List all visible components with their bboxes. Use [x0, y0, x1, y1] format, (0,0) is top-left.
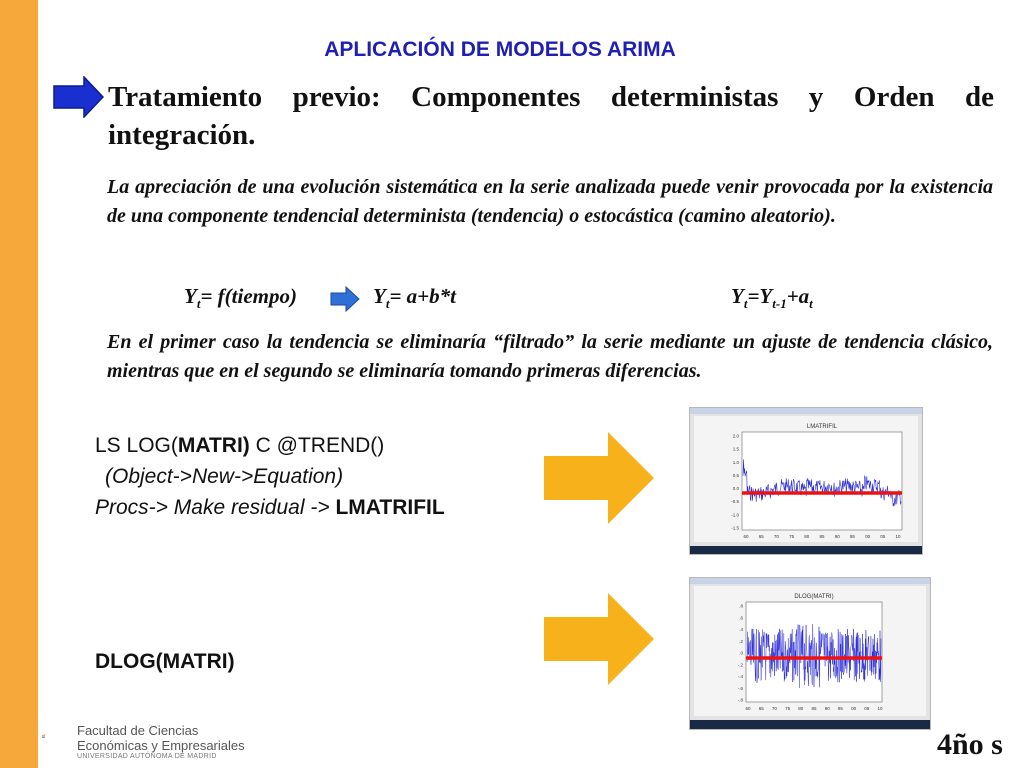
y-tick-label: 0.0	[732, 486, 739, 492]
slide-title: APLICACIÓN DE MODELOS ARIMA	[324, 38, 676, 61]
x-tick-label: 75	[785, 706, 791, 711]
chart-lmatrifil	[690, 408, 922, 554]
x-tick-label: 70	[771, 706, 777, 711]
x-tick-label: 60	[743, 534, 749, 539]
equation-deterministic: $Y_t= a+b*t$	[373, 284, 456, 312]
y-tick-label: .4	[739, 627, 743, 632]
yellow-arrow-icon	[544, 593, 656, 685]
y-tick-label: .8	[739, 603, 743, 609]
x-tick-label: 65	[758, 706, 764, 711]
command-object-path: (Object->New->Equation)	[105, 465, 344, 488]
chart-dlog	[690, 578, 930, 729]
logo-line-2: Económicas y Empresariales	[77, 738, 245, 753]
y-tick-label: -.6	[737, 685, 743, 691]
blue-arrow-icon	[52, 76, 104, 118]
y-tick-label: -.8	[737, 697, 743, 703]
y-tick-label: -1.0	[731, 512, 739, 518]
chart-thumbnail-lmatrifil	[689, 407, 923, 555]
page-number: 4ño s	[937, 728, 1003, 761]
x-tick-label: 85	[819, 534, 825, 539]
y-tick-label: .2	[739, 638, 743, 644]
y-tick-label: 0.5	[732, 472, 739, 478]
equation-general: $Y_t=$ f(tiempo)	[184, 284, 297, 312]
paragraph-intro: La apreciación de una evolución sistemática en la serie analizada puede venir provocada por la existencia de una componente tendencial determinista (tendencia) o estocástica (camino aleatorio).	[107, 176, 993, 227]
y-tick-label: .6	[739, 615, 743, 621]
x-tick-label: 80	[804, 534, 810, 539]
x-tick-label: 00	[851, 706, 857, 711]
y-tick-label: -.2	[737, 662, 743, 668]
y-tick-label: -0.5	[731, 499, 739, 505]
logo-line-1: Facultad de Ciencias	[77, 723, 199, 738]
x-tick-label: 90	[834, 534, 840, 539]
chart-thumbnail-dlog	[689, 577, 931, 730]
chart-title: DLOG(MATRI)	[794, 594, 834, 600]
paragraph-explanation: En el primer caso la tendencia se eliminaría “filtrado” la serie mediante un ajuste de tendencia clásico, mientras que en el segundo se eliminaría tomando primeras diferencias.	[107, 331, 993, 382]
x-tick-label: 10	[895, 534, 901, 539]
y-tick-label: 1.5	[732, 446, 739, 452]
x-tick-label: 05	[880, 534, 886, 539]
x-tick-label: 80	[798, 706, 804, 711]
x-tick-label: 70	[773, 534, 779, 539]
arrow-right-icon	[330, 286, 360, 312]
command-make-residual: Procs-> Make residual -> LMATRIFIL	[95, 496, 445, 519]
yellow-arrow-icon	[544, 432, 656, 524]
x-tick-label: 60	[745, 706, 751, 711]
command-dlog: DLOG(MATRI)	[95, 650, 235, 673]
y-tick-label: -.4	[737, 674, 743, 679]
y-tick-label: -1.5	[731, 525, 739, 531]
sidebar-stripe	[0, 0, 38, 768]
x-tick-label: 90	[824, 706, 830, 711]
equation-random-walk: $Y_t=Y_{t-1}+a_t$	[731, 284, 813, 312]
section-heading: Tratamiento previo: Componentes deterministas y Orden de integración.	[108, 81, 994, 151]
y-tick-label: 1.0	[732, 459, 739, 465]
command-ls: LS LOG(MATRI) C @TREND()	[95, 434, 385, 457]
y-tick-label: 2.0	[732, 433, 739, 439]
x-tick-label: 05	[864, 706, 870, 711]
x-tick-label: 00	[865, 534, 871, 539]
y-tick-label: .0	[739, 650, 743, 656]
chart-title: LMATRIFIL	[806, 424, 838, 430]
logo-line-3: UNIVERSIDAD AUTÓNOMA DE MADRID	[77, 753, 217, 760]
x-tick-label: 95	[837, 706, 843, 711]
x-tick-label: 95	[849, 534, 855, 539]
x-tick-label: 65	[758, 534, 764, 539]
x-tick-label: 10	[877, 706, 883, 711]
x-tick-label: 75	[789, 534, 795, 539]
x-tick-label: 85	[811, 706, 817, 711]
faculty-logo	[42, 724, 76, 750]
